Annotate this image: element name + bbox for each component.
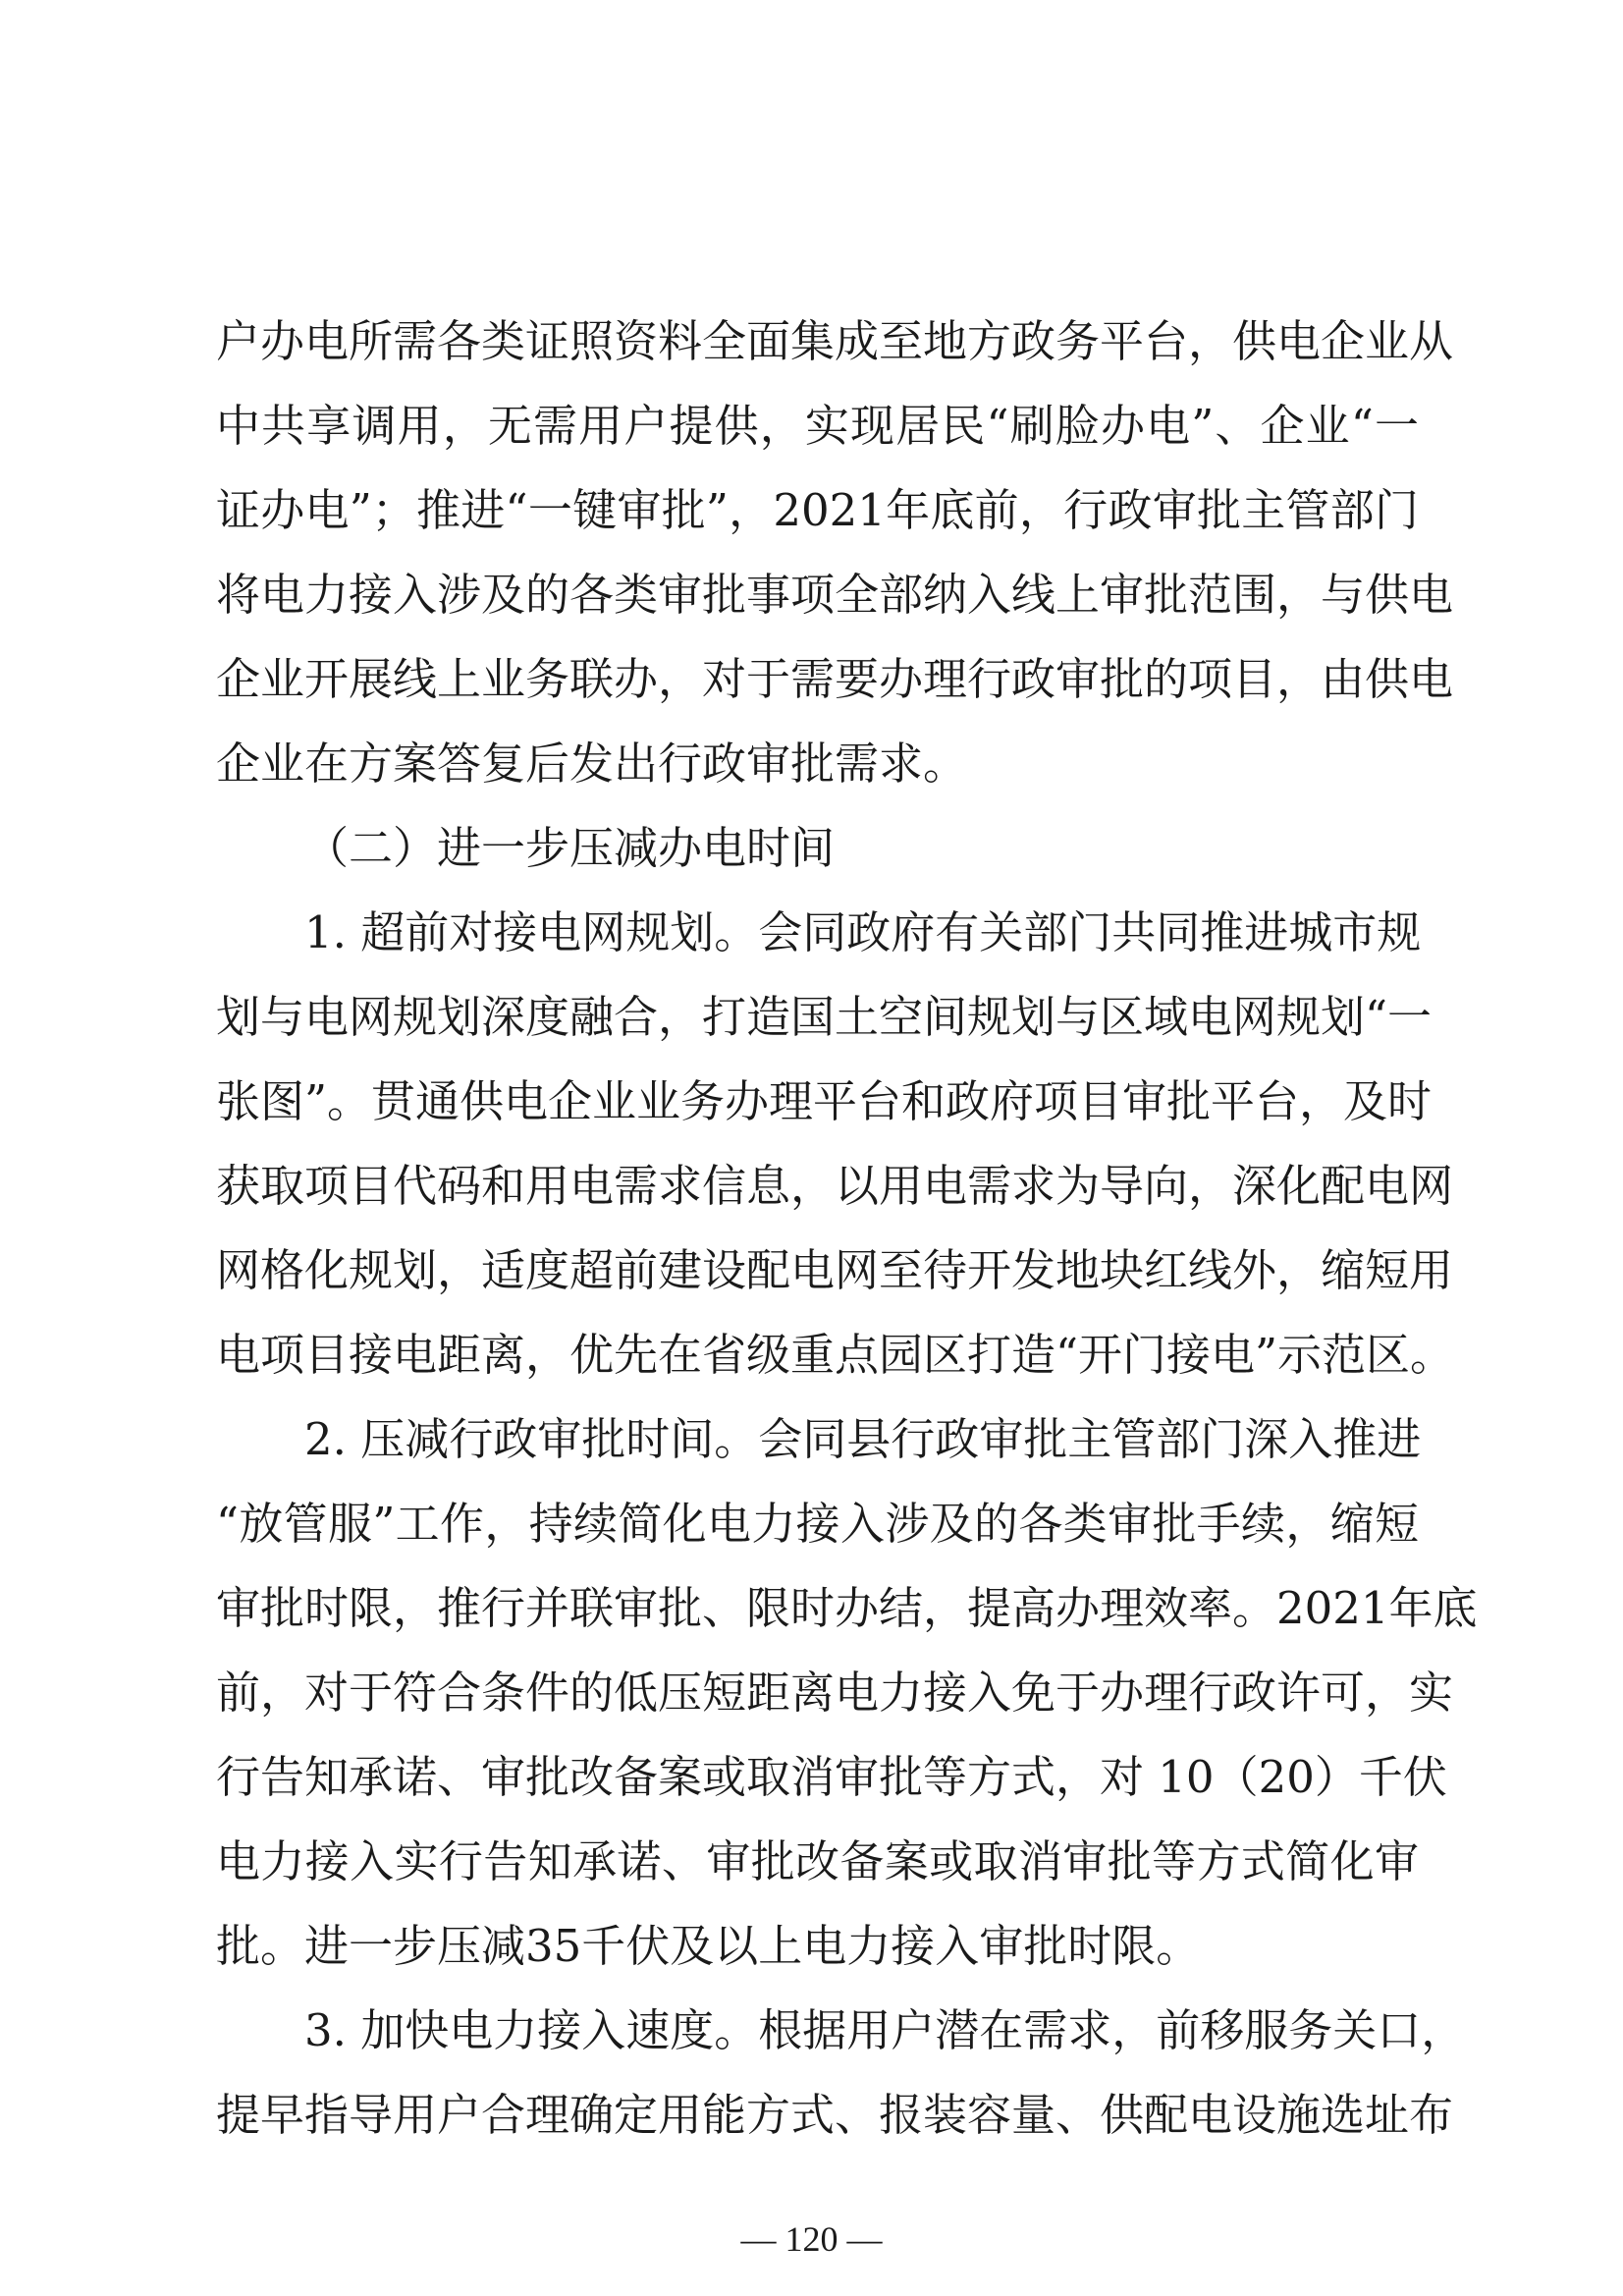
text-line: 将电力接入涉及的各类审批事项全部纳入线上审批范围，与供电 bbox=[216, 569, 1454, 621]
text-line: 企业开展线上业务联办，对于需要办理行政审批的项目，由供电 bbox=[216, 653, 1454, 705]
body-text bbox=[216, 300, 1478, 2158]
text-line: 网格化规划，适度超前建设配电网至待开发地块红线外，缩短用 bbox=[216, 1244, 1454, 1296]
page-number: — 120 — bbox=[740, 2219, 883, 2259]
text-line: 中共享调用，无需用户提供，实现居民“刷脸办电”、企业“一 bbox=[216, 400, 1419, 452]
text-line: 划与电网规划深度融合，打造国土空间规划与区域电网规划“一 bbox=[216, 991, 1433, 1043]
text-line: 批。进一步压减35千伏及以上电力接入审批时限。 bbox=[216, 1920, 1201, 1972]
text-line: 3. 加快电力接入速度。根据用户潜在需求，前移服务关口， bbox=[304, 2004, 1466, 2056]
text-line: 电力接入实行告知承诺、审批改备案或取消审批等方式简化审 bbox=[216, 1835, 1419, 1887]
text-line: 证办电”；推进“一键审批”，2021年底前，行政审批主管部门 bbox=[216, 484, 1419, 536]
text-line: 审批时限，推行并联审批、限时办结，提高办理效率。2021年底 bbox=[216, 1582, 1478, 1634]
text-line: 前，对于符合条件的低压短距离电力接入免于办理行政许可，实 bbox=[216, 1667, 1454, 1719]
text-line: 1. 超前对接电网规划。会同政府有关部门共同推进城市规 bbox=[304, 906, 1422, 958]
text-line: 提早指导用户合理确定用能方式、报装容量、供配电设施选址布 bbox=[216, 2089, 1454, 2141]
text-line: 2. 压减行政审批时间。会同县行政审批主管部门深入推进 bbox=[304, 1413, 1422, 1465]
text-line: 获取项目代码和用电需求信息，以用电需求为导向，深化配电网 bbox=[216, 1160, 1454, 1212]
text-line: 户办电所需各类证照资料全面集成至地方政务平台，供电企业从 bbox=[216, 315, 1454, 367]
text-line: 企业在方案答复后发出行政审批需求。 bbox=[216, 738, 968, 790]
section-heading: （二）进一步压减办电时间 bbox=[304, 822, 836, 874]
text-line: 行告知承诺、审批改备案或取消审批等方式，对 10（20）千伏 bbox=[216, 1751, 1447, 1803]
text-line: 张图”。贯通供电企业业务办理平台和政府项目审批平台，及时 bbox=[216, 1075, 1433, 1127]
text-line: “放管服”工作，持续简化电力接入涉及的各类审批手续，缩短 bbox=[216, 1498, 1419, 1550]
text-line: 电项目接电距离，优先在省级重点园区打造“开门接电”示范区。 bbox=[216, 1329, 1455, 1381]
